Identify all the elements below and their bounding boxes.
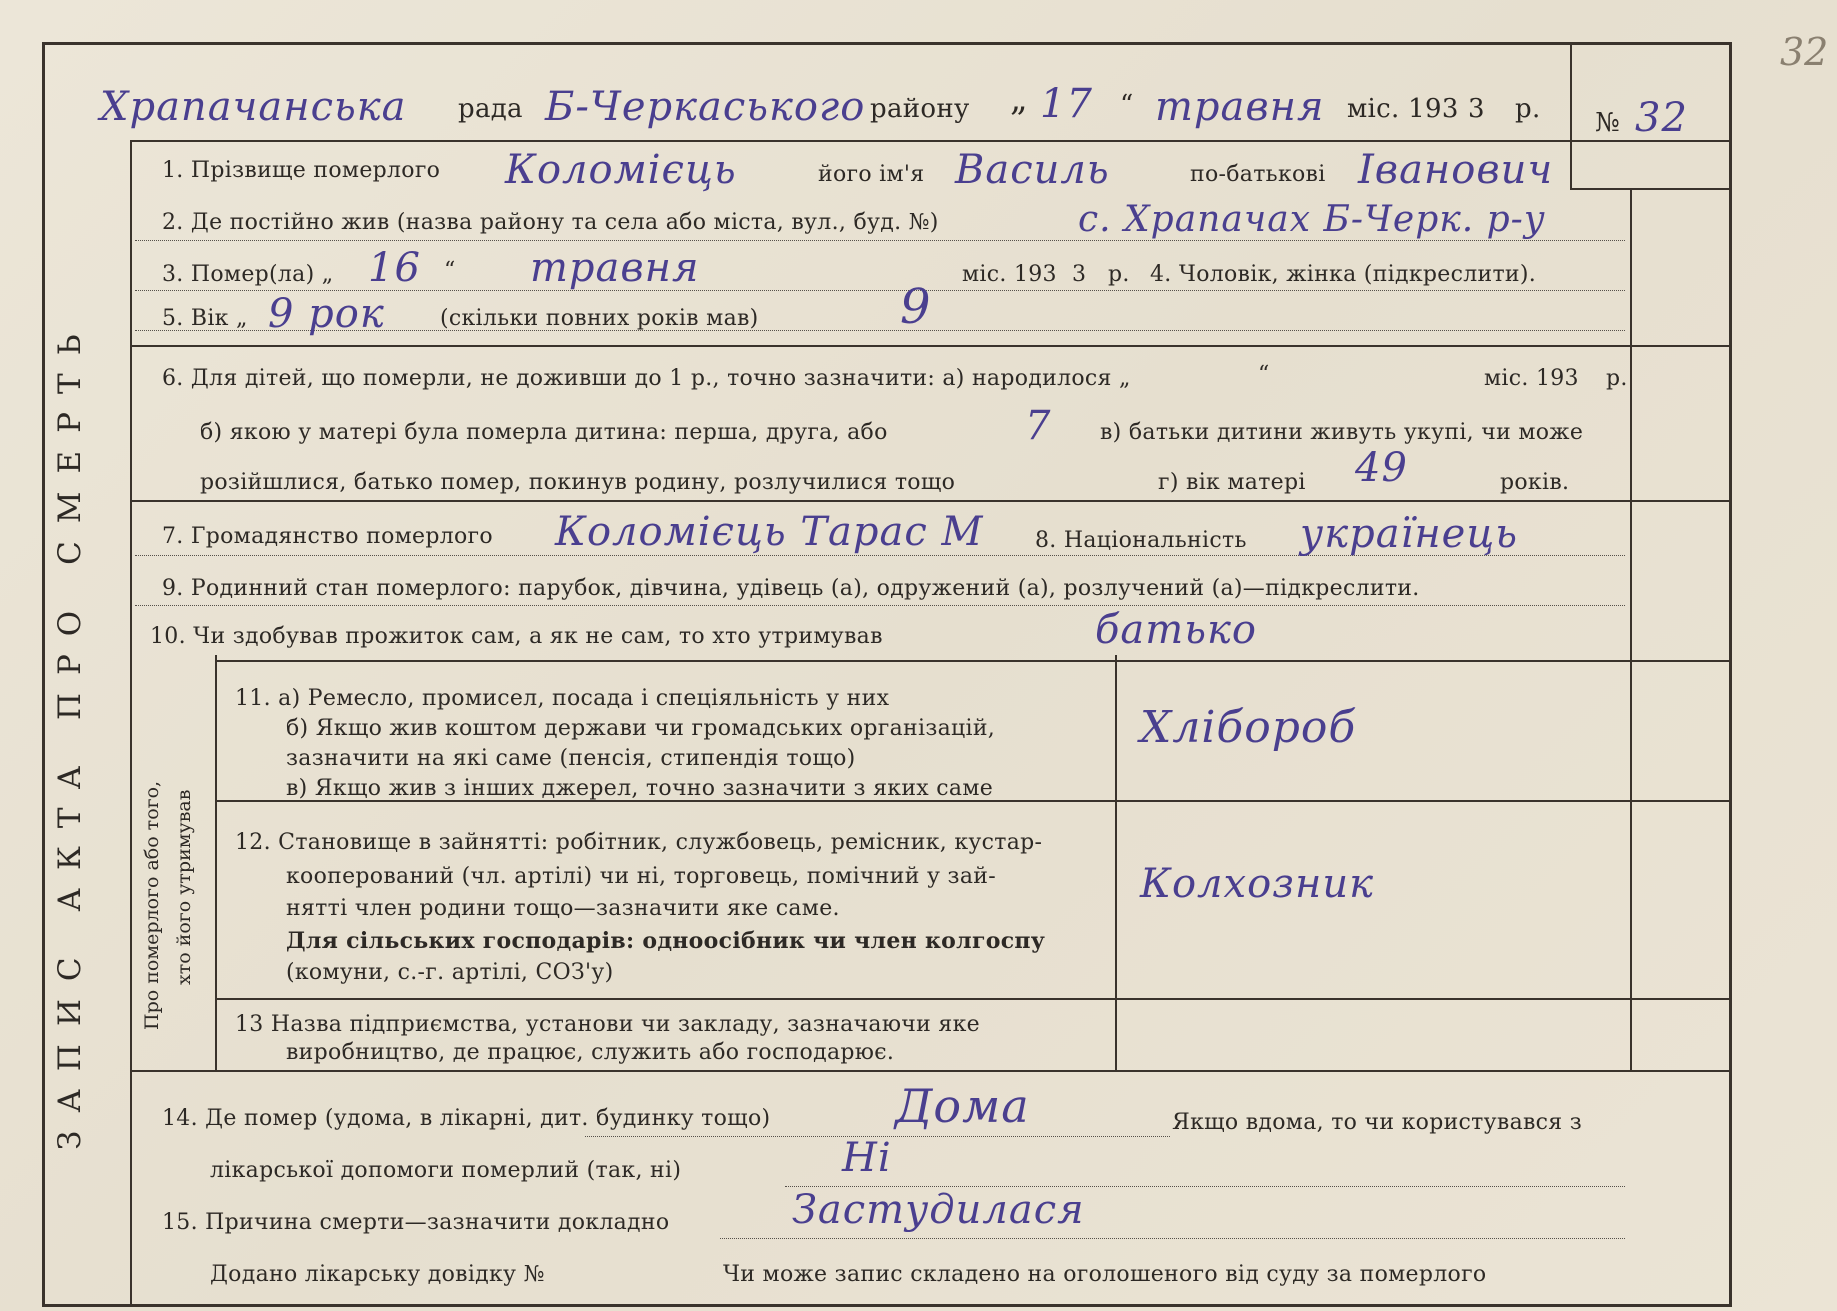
r6-birth-order-handwritten: 7 [1025,403,1052,449]
rule [1630,188,1632,1070]
r1-patronymic-handwritten: Іванович [1358,147,1554,193]
r6-r-label: р. [1606,366,1628,391]
rule [130,140,132,1307]
rule [130,140,1730,142]
r7-label: 7. Громадянство померлого [162,524,493,549]
r3-year-digit: 3 [1072,262,1087,287]
r2-label: 2. Де постійно жив (назва району та села або міста, вул., буд. №) [162,210,939,235]
rule [585,1136,1170,1137]
side-title: ЗАПИС АКТА ПРО СМЕРТЬ [52,316,88,1150]
r5-mid-label: (скільки повних років мав) [440,306,759,331]
r3-day-handwritten: 16 [368,245,421,291]
r6-line3a: розійшлися, батько помер, покинув родину, розлучилися тощо [200,470,956,495]
r11-occupation-handwritten: Хлібороб [1140,702,1357,753]
r8-label: 8. Національність [1035,528,1247,553]
r15-cause-handwritten: Застудилася [792,1187,1085,1233]
rule [720,1238,1625,1239]
r12-status-handwritten: Колхозник [1140,861,1374,907]
r1-name-handwritten: Василь [955,147,1110,193]
r3-close-quote: “ [444,258,456,283]
r5-age2-handwritten: 9 [900,279,932,335]
rule [1570,44,1572,190]
rule [130,1070,1730,1072]
r12-line2: кооперований (чл. артілі) чи ні, торговець, помічний у зай- [286,864,996,889]
rule [215,660,1730,662]
rule [785,1186,1625,1187]
r6-line2a: б) якою у матері була померла дитина: перша, друга, або [200,420,888,445]
header-day-handwritten: 17 [1040,81,1093,127]
r4-label: 4. Чоловік, жінка (підкреслити). [1150,262,1537,287]
side-subtitle-1: Про померлого або того, [141,780,163,1030]
record-number-handwritten: 32 [1635,95,1688,141]
rule [130,345,1730,347]
r6-close-quote: “ [1258,362,1270,387]
rada-label: рада [458,94,523,124]
r8-nationality-handwritten: українець [1300,511,1519,557]
r6-line1: 6. Для дітей, що померли, не доживши до 1 р., точно зазначити: а) народилося „ [162,366,1131,391]
r16-mid-label: Чи може запис складено на оголошеного від суду за померлого [723,1262,1487,1287]
r1-name-label: його ім'я [818,162,925,187]
r14-line2: лікарської допомоги померлий (так, ні) [210,1158,682,1183]
r14-place-handwritten: Дома [895,1079,1030,1133]
rule [135,605,1625,606]
r1-label: 1. Прізвище померлого [162,158,441,183]
r14-line1b: Якщо вдома, то чи користувався з [1172,1110,1583,1135]
r5-age-handwritten: 9 рок [268,291,385,337]
r6-line2b: в) батьки дитини живуть укупі, чи може [1100,420,1584,445]
header-mis-label: міс. 193 [1347,94,1459,124]
r1-patronymic-label: по-батькові [1190,162,1326,187]
r10-label: 10. Чи здобував прожиток сам, а як не сам, то хто утримував [150,624,883,649]
r14-line1: 14. Де помер (удома, в лікарні, дит. будинку тощо) [162,1106,771,1131]
r12-line1: 12. Становище в зайнятті: робітник, службовець, ремісник, кустар- [235,830,1043,855]
r11-line4: в) Якщо жив з інших джерел, точно зазначити з яких саме [286,776,994,801]
date-open-quote: „ [1010,79,1028,119]
village-council-handwritten: Храпачанська [100,84,407,130]
r11-line1: 11. а) Ремесло, промисел, посада і спеціяльність у них [235,686,890,711]
r5-label: 5. Вік „ [162,306,248,331]
r9-label: 9. Родинний стан померлого: парубок, дівчина, удівець (а), одружений (а), розлучений (а)—підкреслити. [162,576,1420,601]
rule [215,998,1730,1000]
r11-line2: б) Якщо жив коштом держави чи громадських організацій, [286,716,996,741]
side-subtitle-2: хто його утримував [173,789,195,985]
record-no-label: № [1595,108,1620,138]
r11-line3: зазначити на які саме (пенсія, стипендія тощо) [286,746,856,771]
r2-residence-handwritten: с. Храпачах Б-Черк. р-у [1078,199,1546,240]
header-r-label: р. [1515,94,1541,124]
district-handwritten: Б-Черкаського [545,84,866,130]
r6-line3b: г) вік матері [1158,470,1306,495]
r6-line3c: років. [1500,470,1570,495]
header-month-handwritten: травня [1155,84,1325,130]
r1-surname-handwritten: Коломієць [505,147,737,193]
r12-line3: нятті член родини тощо—зазначити яке саме. [286,896,840,921]
r6-mother-age-handwritten: 49 [1355,445,1408,491]
r3-month-handwritten: травня [530,245,700,291]
rayonu-label: району [870,94,970,124]
r14-medical-help-handwritten: Ні [842,1135,892,1181]
rule [215,655,217,1070]
r12-line4: Для сільських господарів: одноосібник чи член колгоспу [286,928,1046,954]
r13-line1: 13 Назва підприємства, установи чи закладу, зазначаючи яке [235,1012,980,1037]
rule [130,500,1730,502]
header-year-digit: 3 [1468,94,1485,124]
r15-label: 15. Причина смерти—зазначити докладно [162,1210,670,1235]
date-close-quote: “ [1120,90,1134,120]
r7-citizenship-handwritten: Коломієць Тарас М [555,509,984,555]
r10-supporter-handwritten: батько [1095,607,1257,653]
r3-label: 3. Помер(ла) „ [162,262,334,287]
rule [1115,655,1117,1070]
r3-mis-label: міс. 193 [962,262,1057,287]
corner-page-number: 32 [1780,30,1829,74]
r3-r-label: р. [1108,262,1130,287]
r6-mis-label: міс. 193 [1484,366,1579,391]
r16-label: Додано лікарську довідку № [210,1262,545,1287]
rule [1570,188,1730,190]
r12-line5: (комуни, с.-г. артілі, СОЗ'у) [286,960,614,985]
r13-line2: виробництво, де працює, служить або господарює. [286,1040,895,1065]
